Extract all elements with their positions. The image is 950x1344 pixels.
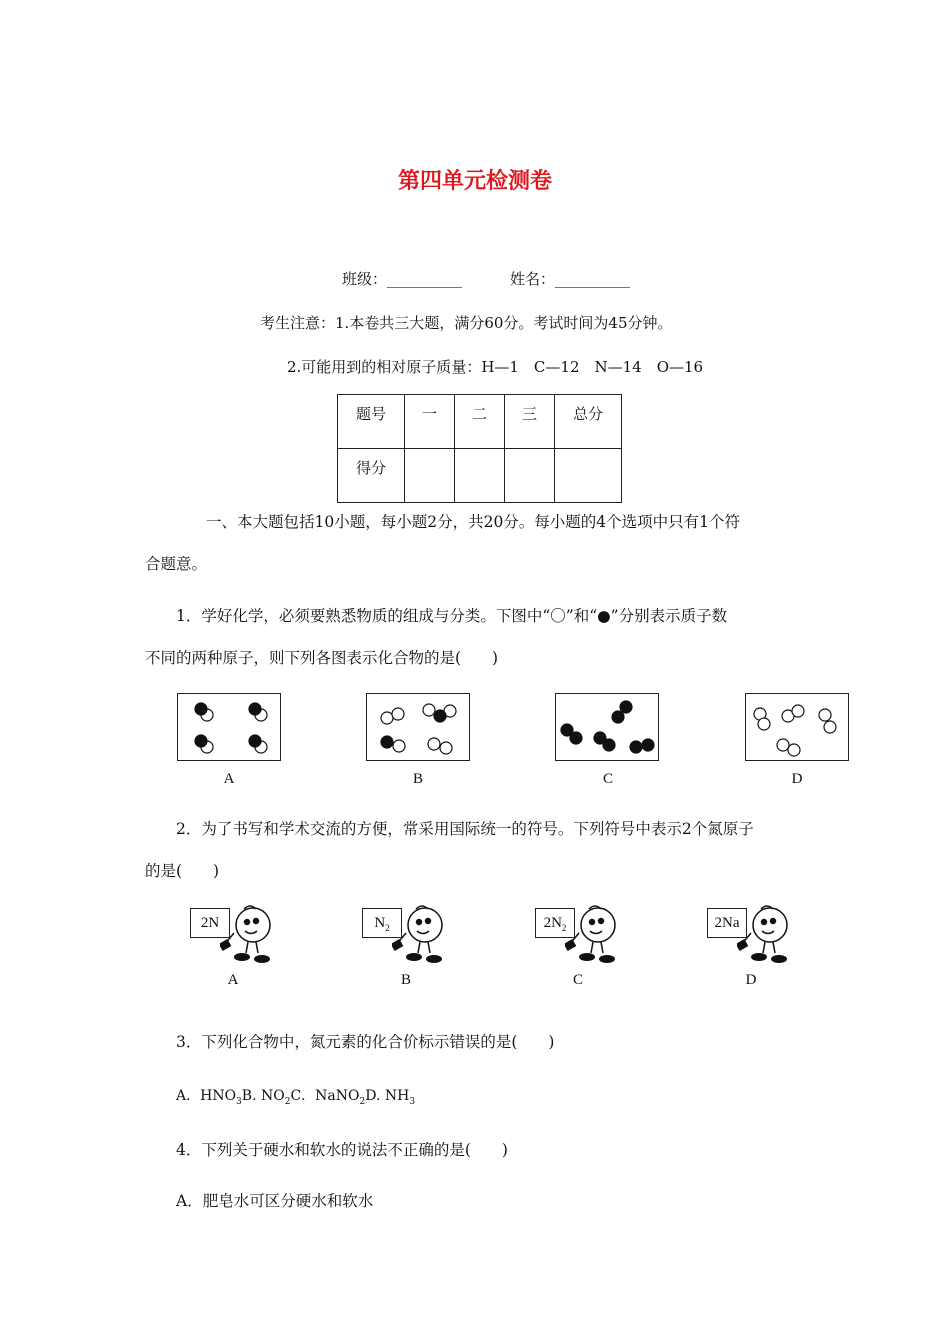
class-field: 班级：__________ (342, 270, 463, 288)
sign-board-a: 2N (190, 908, 230, 938)
q3-options: A．$HNO_3B$. $NO_2C$．NaNO$_2$D. $NH_3$ (176, 1088, 416, 1107)
mascot-icon (737, 903, 797, 965)
sign-board-b: $N_2$ (362, 908, 402, 938)
mascot-icon (565, 903, 625, 965)
score-header-cell: 二 (455, 395, 505, 449)
q1-line-1: 1．学好化学，必须要熟悉物质的组成与分类。下图中“〇”和“●”分别表示质子数 (176, 607, 728, 625)
name-field: 姓名：__________ (510, 270, 631, 288)
score-header-cell: 总分 (555, 395, 622, 449)
cartoon-figure-d (707, 903, 807, 965)
molecule-diagram-a (177, 693, 281, 761)
q1-option-label-b: B (412, 771, 423, 787)
q2-option-label-c: C (572, 972, 583, 988)
section1-line-1: 一、本大题包括10小题，每小题2分，共20分。每小题的4个选项中只有1个符 (206, 513, 741, 531)
q2-option-label-b: B (400, 972, 411, 988)
score-header-cell: 三 (505, 395, 555, 449)
q3-stem: 3．下列化合物中，氮元素的化合价标示错误的是( ) (176, 1033, 555, 1051)
q4-stem: 4．下列关于硬水和软水的说法不正确的是( ) (176, 1141, 508, 1159)
sign-board-c: $2N_2$ (535, 908, 575, 938)
page-title: 第四单元检测卷 (397, 169, 552, 194)
mascot-icon (392, 903, 452, 965)
q1-option-label-c: C (602, 771, 613, 787)
q2-line-1: 2．为了书写和学术交流的方便，常采用国际统一的符号。下列符号中表示2个氮原子 (176, 820, 754, 838)
q1-option-label-a: A (223, 771, 235, 787)
score-header-cell: 题号 (338, 395, 405, 449)
q2-line-2: 的是( ) (145, 862, 220, 880)
score-row-label: 得分 (338, 449, 405, 503)
note-line-2: 2.可能用到的相对原子质量：H—1 C—12 N—14 O—16 (287, 358, 704, 376)
note-line-1: 考生注意：1.本卷共三大题，满分60分。考试时间为45分钟。 (260, 314, 673, 332)
section1-line-2: 合题意。 (145, 555, 208, 573)
cartoon-figure-a (190, 903, 290, 965)
q2-option-label-a: A (227, 972, 239, 988)
q1-line-2: 不同的两种原子，则下列各图表示化合物的是( ) (145, 649, 499, 667)
mascot-icon (220, 903, 280, 965)
molecule-diagram-b (366, 693, 470, 761)
score-cell[interactable] (555, 449, 622, 503)
score-table (337, 394, 622, 503)
cartoon-figure-c (535, 903, 635, 965)
q4-option-a: A．肥皂水可区分硬水和软水 (176, 1192, 374, 1210)
q2-option-label-d: D (745, 972, 757, 988)
q1-option-label-d: D (791, 771, 803, 787)
score-cell[interactable] (405, 449, 455, 503)
score-cell[interactable] (505, 449, 555, 503)
sign-board-d: 2Na (707, 908, 747, 938)
score-header-cell: 一 (405, 395, 455, 449)
score-cell[interactable] (455, 449, 505, 503)
molecule-diagram-c (555, 693, 659, 761)
molecule-diagram-d (745, 693, 849, 761)
cartoon-figure-b (362, 903, 462, 965)
